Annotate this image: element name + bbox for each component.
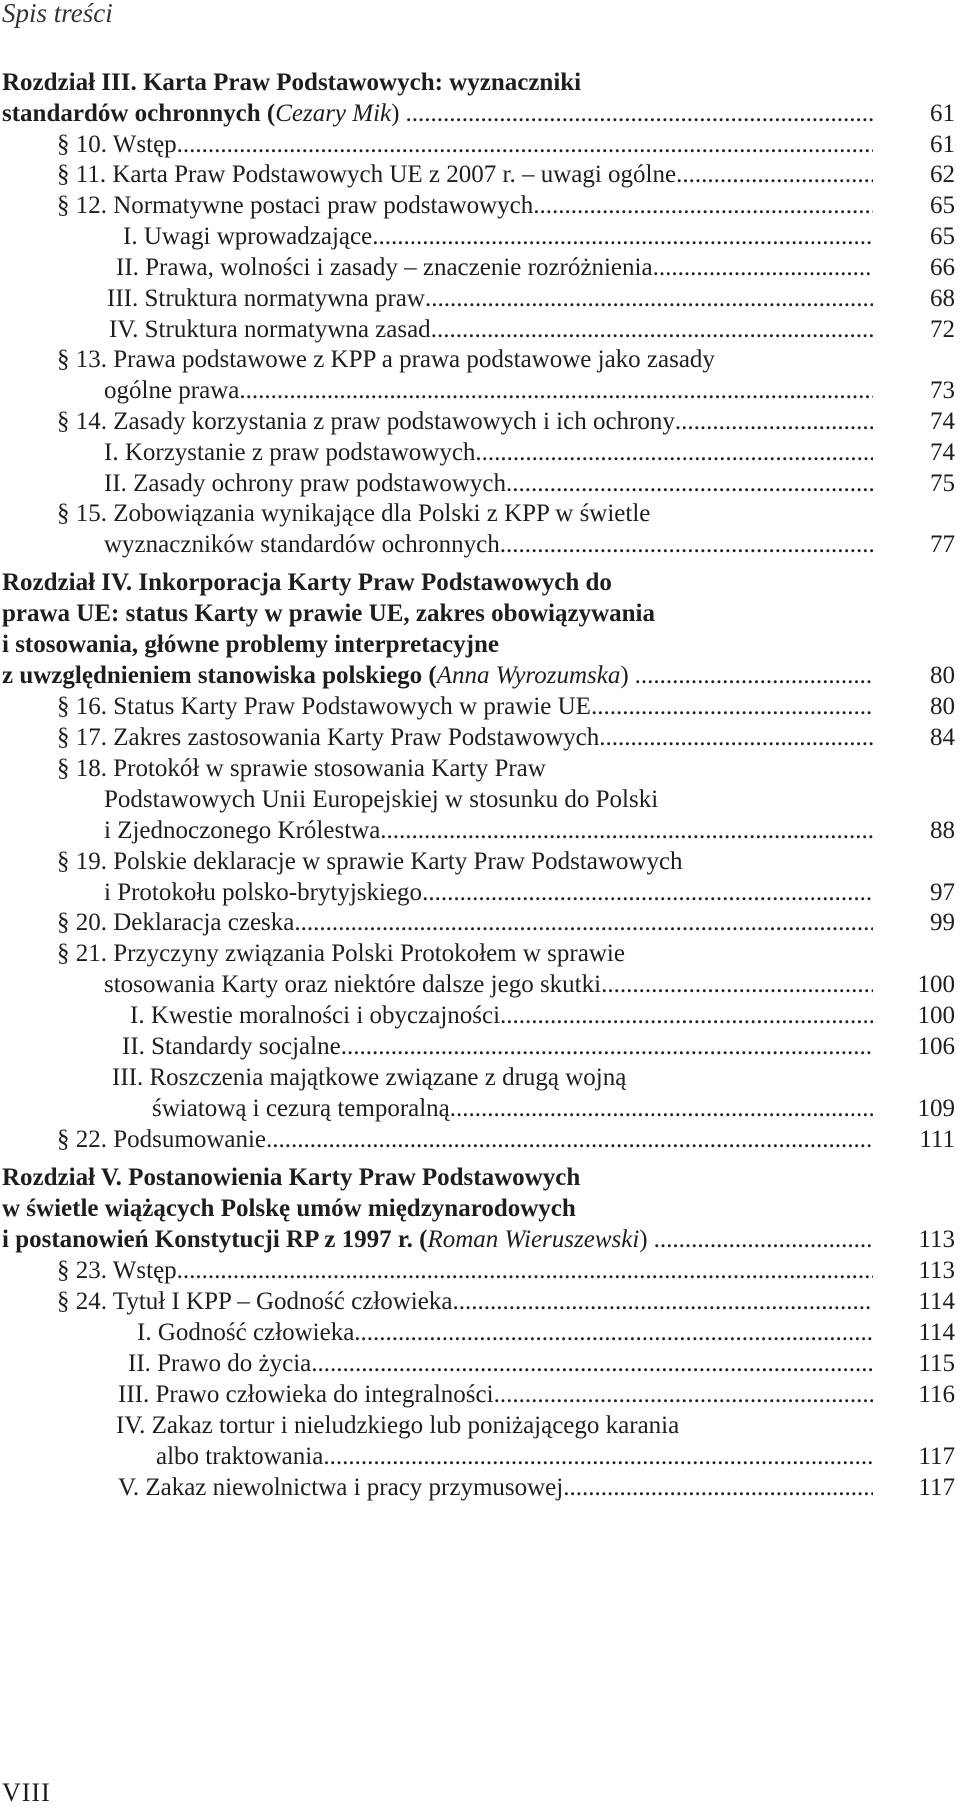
toc-page-number: 115 bbox=[918, 1350, 955, 1377]
toc-page-number: 117 bbox=[918, 1443, 955, 1470]
toc-page-number: 65 bbox=[930, 223, 955, 250]
toc-page-number: 97 bbox=[930, 879, 955, 906]
toc-leader-dots bbox=[323, 1440, 873, 1474]
toc-leader-dots bbox=[294, 906, 873, 940]
toc-entry-title: i Zjednoczonego Królestwa bbox=[104, 817, 381, 844]
toc-entry-s18-b bbox=[0, 783, 955, 817]
toc-entry-s18-c bbox=[0, 814, 955, 848]
toc-entry-title: II. Standardy socjalne bbox=[122, 1033, 341, 1060]
toc-entry-title: § 21. Przyczyny związania Polski Protokołem w sprawie bbox=[57, 940, 625, 967]
toc-leader-dots bbox=[341, 1030, 873, 1064]
toc-entry-title: III. Roszczenia majątkowe związane z drugą wojną bbox=[112, 1064, 627, 1091]
toc-leader-dots bbox=[654, 1223, 873, 1257]
running-header: Spis treści bbox=[2, 0, 113, 28]
toc-entry-s21-3a bbox=[0, 1061, 955, 1095]
toc-leader-dots bbox=[452, 1285, 873, 1319]
toc-leader-dots bbox=[311, 1347, 873, 1381]
toc-entry-s12-4 bbox=[0, 313, 955, 347]
toc-entry-title: V. Zakaz niewolnictwa i pracy przymusowej bbox=[118, 1474, 564, 1501]
toc-entry-title: II. Prawo do życia bbox=[128, 1350, 312, 1377]
toc-entry-s23 bbox=[0, 1254, 955, 1288]
toc-leader-dots bbox=[500, 528, 873, 562]
toc-leader-dots bbox=[422, 876, 873, 910]
toc-entry-s14-1 bbox=[0, 436, 955, 470]
toc-leader-dots bbox=[266, 1123, 873, 1157]
toc-leader-dots bbox=[500, 999, 873, 1033]
toc-entry-paren: ) bbox=[620, 662, 629, 689]
toc-page-number: 100 bbox=[917, 971, 955, 998]
toc-page-number: 61 bbox=[930, 131, 955, 158]
toc-page-number: 84 bbox=[930, 724, 955, 751]
toc-page-number: 113 bbox=[918, 1226, 955, 1253]
toc-entry-title: § 11. Karta Praw Podstawowych UE z 2007 r. – uwagi ogólne bbox=[57, 161, 677, 188]
toc-entry-title: IV. Struktura normatywna zasad bbox=[109, 316, 431, 343]
toc-entry-paren: ) bbox=[639, 1226, 648, 1253]
toc-entry-title: § 10. Wstęp bbox=[57, 131, 177, 158]
toc-entry-s24-4b bbox=[0, 1440, 955, 1474]
toc-leader-dots bbox=[425, 282, 873, 316]
toc-leader-dots bbox=[506, 467, 873, 501]
toc-leader-dots bbox=[653, 251, 873, 285]
toc-entry-title: albo traktowania bbox=[156, 1443, 324, 1470]
toc-entry-title: § 19. Polskie deklaracje w sprawie Karty Praw Podstawowych bbox=[57, 848, 683, 875]
toc-leader-dots bbox=[177, 128, 873, 162]
toc-entry-title: § 23. Wstęp bbox=[57, 1257, 177, 1284]
toc-entry-author: Roman Wieruszewski bbox=[427, 1226, 640, 1253]
toc-page-number: 117 bbox=[918, 1474, 955, 1501]
toc-leader-dots bbox=[405, 97, 873, 131]
toc-page-number: 73 bbox=[930, 377, 955, 404]
toc-leader-dots bbox=[494, 1378, 873, 1412]
toc-entry-ch5-l1 bbox=[0, 1161, 955, 1195]
toc-entry-author: Anna Wyrozumska bbox=[436, 662, 621, 689]
toc-entry-ch5-l3 bbox=[0, 1223, 955, 1257]
toc-leader-dots bbox=[635, 659, 873, 693]
toc-entry-title: I. Godność człowieka bbox=[137, 1319, 355, 1346]
toc-entry-s17 bbox=[0, 721, 955, 755]
toc-entry-s21-b bbox=[0, 968, 955, 1002]
toc-entry-title: I. Kwestie moralności i obyczajności bbox=[130, 1002, 501, 1029]
toc-entry-title: Podstawowych Unii Europejskiej w stosunku do Polski bbox=[104, 786, 659, 813]
toc-page-number: 116 bbox=[918, 1381, 955, 1408]
toc-page-number: 113 bbox=[918, 1257, 955, 1284]
toc-leader-dots bbox=[354, 1316, 873, 1350]
toc-leader-dots bbox=[675, 405, 873, 439]
toc-leader-dots bbox=[475, 436, 873, 470]
toc-entry-ch4-l1 bbox=[0, 566, 955, 600]
toc-entry-title: I. Korzystanie z praw podstawowych bbox=[104, 439, 476, 466]
toc-entry-s15-a bbox=[0, 497, 955, 531]
toc-entry-title: stosowania Karty oraz niektóre dalsze jego skutki bbox=[104, 971, 602, 998]
toc-page-number: 77 bbox=[930, 531, 955, 558]
toc-entry-title: II. Zasady ochrony praw podstawowych bbox=[104, 470, 506, 497]
toc-entry-s24-2 bbox=[0, 1347, 955, 1381]
toc-entry-title: prawa UE: status Karty w prawie UE, zakres obowiązywania bbox=[2, 600, 655, 627]
toc-entry-s20 bbox=[0, 906, 955, 940]
toc-entry-s10 bbox=[0, 128, 955, 162]
toc-entry-title: III. Struktura normatywna praw bbox=[107, 285, 425, 312]
toc-entry-title: i Protokołu polsko-brytyjskiego bbox=[104, 879, 423, 906]
toc-leader-dots bbox=[177, 1254, 873, 1288]
toc-leader-dots bbox=[676, 158, 873, 192]
toc-entry-s11 bbox=[0, 158, 955, 192]
toc-entry-s14 bbox=[0, 405, 955, 439]
toc-entry-s12-2 bbox=[0, 251, 955, 285]
toc-leader-dots bbox=[563, 1471, 873, 1505]
toc-page-number: 74 bbox=[930, 408, 955, 435]
toc-entry-s21-1 bbox=[0, 999, 955, 1033]
toc-entry-s14-2 bbox=[0, 467, 955, 501]
toc-entry-title: Rozdział V. Postanowienia Karty Praw Podstawowych bbox=[2, 1164, 581, 1191]
toc-entry-author: Cezary Mik bbox=[275, 100, 392, 127]
toc-leader-dots bbox=[380, 814, 873, 848]
toc-entry-title: § 17. Zakres zastosowania Karty Praw Podstawowych bbox=[57, 724, 600, 751]
toc-leader-dots bbox=[239, 374, 873, 408]
toc-entry-paren: ) bbox=[391, 100, 400, 127]
toc-page-number: 66 bbox=[930, 254, 955, 281]
toc-entry-title: IV. Zakaz tortur i nieludzkiego lub poniżającego karania bbox=[116, 1412, 680, 1439]
toc-entry-s15-b bbox=[0, 528, 955, 562]
toc-entry-title: w świetle wiążących Polskę umów międzynarodowych bbox=[2, 1195, 576, 1222]
toc-entry-title: II. Prawa, wolności i zasady – znaczenie rozróżnienia bbox=[116, 254, 653, 281]
toc-entry-title: standardów ochronnych ( bbox=[2, 100, 276, 127]
toc-leader-dots bbox=[533, 189, 873, 223]
toc-page-number: 74 bbox=[930, 439, 955, 466]
toc-entry-s24-4a bbox=[0, 1409, 955, 1443]
toc-entry-s16 bbox=[0, 690, 955, 724]
toc-page-number: 106 bbox=[917, 1033, 955, 1060]
toc-entry-title: Rozdział III. Karta Praw Podstawowych: wyznaczniki bbox=[2, 69, 582, 96]
toc-page-number: 109 bbox=[917, 1095, 955, 1122]
toc-entry-s24-1 bbox=[0, 1316, 955, 1350]
toc-entry-title: § 12. Normatywne postaci praw podstawowych bbox=[57, 192, 534, 219]
toc-entry-s24-5 bbox=[0, 1471, 955, 1505]
toc-page-number: 72 bbox=[930, 316, 955, 343]
toc-entry-s12-1 bbox=[0, 220, 955, 254]
toc-entry-s24-3 bbox=[0, 1378, 955, 1412]
toc-entry-title: § 14. Zasady korzystania z praw podstawowych i ich ochrony bbox=[57, 408, 675, 435]
toc-page-number: 62 bbox=[930, 161, 955, 188]
toc-entry-title: § 15. Zobowiązania wynikające dla Polski z KPP w świetle bbox=[57, 500, 651, 527]
toc-entry-s13-a bbox=[0, 343, 955, 377]
toc-entry-title: III. Prawo człowieka do integralności bbox=[118, 1381, 494, 1408]
toc-entry-title: ogólne prawa bbox=[104, 377, 240, 404]
toc-page-number: 75 bbox=[930, 470, 955, 497]
page-number-folio: VIII bbox=[2, 1778, 51, 1807]
toc-entry-s12-3 bbox=[0, 282, 955, 316]
toc-page-number: 114 bbox=[918, 1319, 955, 1346]
toc-entry-title: § 24. Tytuł I KPP – Godność człowieka bbox=[57, 1288, 453, 1315]
toc-entry-ch4-l3 bbox=[0, 628, 955, 662]
toc-entry-title: Rozdział IV. Inkorporacja Karty Praw Podstawowych do bbox=[2, 569, 612, 596]
toc-entry-s21-a bbox=[0, 937, 955, 971]
toc-leader-dots bbox=[591, 690, 873, 724]
toc-leader-dots bbox=[599, 721, 873, 755]
toc-page-number: 61 bbox=[930, 100, 955, 127]
toc-entry-title: § 16. Status Karty Praw Podstawowych w prawie UE bbox=[57, 693, 591, 720]
toc-entry-ch3-l1 bbox=[0, 66, 955, 100]
toc-leader-dots bbox=[601, 968, 873, 1002]
toc-entry-s22 bbox=[0, 1123, 955, 1157]
toc-entry-title: § 22. Podsumowanie bbox=[57, 1126, 267, 1153]
toc-page-number: 65 bbox=[930, 192, 955, 219]
toc-page-number: 88 bbox=[930, 817, 955, 844]
toc-entry-s13-b bbox=[0, 374, 955, 408]
toc-page-number: 80 bbox=[930, 662, 955, 689]
toc-entry-s12 bbox=[0, 189, 955, 223]
toc-entry-s19-a bbox=[0, 845, 955, 879]
toc-entry-title: § 13. Prawa podstawowe z KPP a prawa podstawowe jako zasady bbox=[57, 346, 715, 373]
toc-entry-title: § 18. Protokół w sprawie stosowania Karty Praw bbox=[57, 755, 546, 782]
toc-entry-title: wyznaczników standardów ochronnych bbox=[104, 531, 500, 558]
toc-entry-ch4-l4 bbox=[0, 659, 955, 693]
toc-entry-title: światową i cezurą temporalną bbox=[152, 1095, 450, 1122]
toc-entry-ch3-l2 bbox=[0, 97, 955, 131]
toc-leader-dots bbox=[450, 1092, 873, 1126]
toc-page-number: 114 bbox=[918, 1288, 955, 1315]
toc-leader-dots bbox=[431, 313, 873, 347]
toc-page-number: 111 bbox=[919, 1126, 955, 1153]
toc-leader-dots bbox=[372, 220, 873, 254]
toc-page-number: 68 bbox=[930, 285, 955, 312]
toc-entry-ch4-l2 bbox=[0, 597, 955, 631]
toc-entry-s21-3b bbox=[0, 1092, 955, 1126]
toc-page-number: 99 bbox=[930, 909, 955, 936]
toc-entry-title: z uwzględnieniem stanowiska polskiego ( bbox=[2, 662, 437, 689]
toc-entry-title: i postanowień Konstytucji RP z 1997 r. ( bbox=[2, 1226, 428, 1253]
toc-entry-title: § 20. Deklaracja czeska bbox=[57, 909, 295, 936]
toc-entry-s19-b bbox=[0, 876, 955, 910]
toc-entry-title: I. Uwagi wprowadzające bbox=[123, 223, 373, 250]
toc-entry-title: i stosowania, główne problemy interpretacyjne bbox=[2, 631, 499, 658]
toc-page-number: 100 bbox=[917, 1002, 955, 1029]
toc-entry-ch5-l2 bbox=[0, 1192, 955, 1226]
toc-entry-s21-2 bbox=[0, 1030, 955, 1064]
toc-page-number: 80 bbox=[930, 693, 955, 720]
toc-entry-s18-a bbox=[0, 752, 955, 786]
toc-entry-s24 bbox=[0, 1285, 955, 1319]
